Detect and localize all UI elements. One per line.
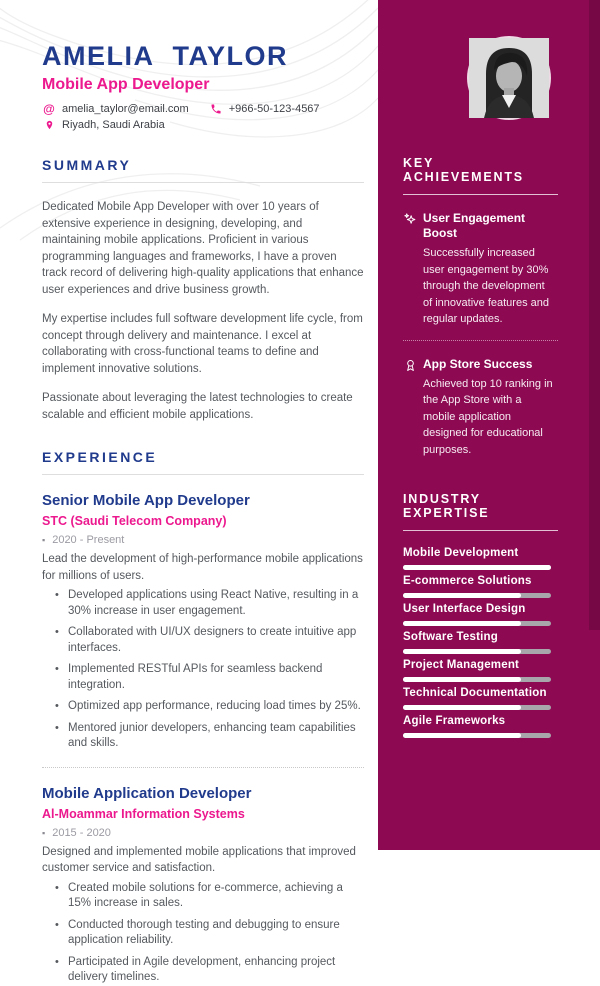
achievements-section: [403, 156, 556, 458]
skill-label: Mobile Development: [403, 547, 519, 559]
phone-icon: [209, 103, 223, 115]
skill-bar-fill: [403, 621, 521, 626]
job-company: Al-Moammar Information Systems: [42, 806, 245, 821]
person-name: AMELIA TAYLOR: [42, 41, 289, 71]
jobs-divider: [42, 767, 364, 768]
skill-bar-fill: [403, 565, 551, 570]
skill-label: E-commerce Solutions: [403, 575, 532, 587]
achievements-list: [403, 211, 556, 458]
contact-phone: [209, 101, 320, 117]
skill-item: [403, 603, 556, 626]
job-company: STC (Saudi Telecom Company): [42, 514, 227, 529]
person-title: Mobile App Developer: [42, 76, 210, 94]
job-bullet: • Mentored junior developers, enhancing team capabilities and skills.: [42, 721, 364, 752]
job-bullet: • Participated in Agile development, enhancing project delivery timelines.: [42, 955, 364, 986]
skill-bar-track: [403, 705, 551, 710]
medal-icon: [403, 357, 423, 459]
skill-bar-track: [403, 649, 551, 654]
skill-label: Technical Documentation: [403, 687, 547, 699]
skill-bar-fill: [403, 593, 521, 598]
profile-photo: [469, 38, 549, 118]
expertise-heading: INDUSTRY EXPERTISE: [403, 492, 490, 520]
job-description: Designed and implemented mobile applications that improved customer service and satisfaction.: [42, 845, 356, 875]
summary-paragraphs: [42, 199, 364, 423]
skill-bar-track: [403, 565, 551, 570]
achievement-title: App Store Success: [423, 356, 533, 371]
contact-email: [42, 101, 189, 117]
summary-divider: [42, 182, 364, 183]
skill-label: Agile Frameworks: [403, 715, 506, 727]
summary-section: [42, 157, 364, 423]
summary-heading: SUMMARY: [42, 157, 132, 174]
achievements-heading-divider: [403, 194, 558, 195]
job-title: Mobile Application Developer: [42, 784, 252, 802]
profile-photo-illustration: [469, 38, 549, 118]
skill-bar-fill: [403, 733, 521, 738]
email-icon: @: [43, 102, 55, 117]
experience-section: [42, 449, 364, 986]
job-bullet: • Implemented RESTful APIs for seamless backend integration.: [42, 662, 364, 693]
achievement-text: Successfully increased user engagement by 30% through the development of innovative features and regular updates.: [423, 247, 549, 325]
achievement-text: Achieved top 10 ranking in the App Store with a mobile application designed for educational purposes.: [423, 377, 553, 456]
job-period-value: 2020 - Present: [52, 534, 125, 547]
achievement-body: [423, 211, 556, 328]
skill-label: User Interface Design: [403, 603, 526, 615]
sidebar-edge-accent: [589, 0, 600, 630]
achievement-title: User Engagement Boost: [423, 211, 526, 240]
summary-paragraph: My expertise includes full software development life cycle, from concept through delivery and maintenance. I excel at collaborating with cross-functional teams to define and implement innovative solutions.: [42, 313, 363, 375]
location-icon: [42, 119, 56, 132]
achievements-separator: [403, 340, 558, 341]
achievements-heading: KEY ACHIEVEMENTS: [403, 156, 524, 184]
skill-bar-track: [403, 677, 551, 682]
skill-item: [403, 687, 556, 710]
job-entry: [42, 492, 364, 752]
skill-bar-fill: [403, 705, 521, 710]
job-bullet: • Conducted thorough testing and debugging to ensure application reliability.: [42, 918, 364, 949]
skill-bar-track: [403, 593, 551, 598]
contact-location: [42, 117, 165, 133]
skill-bar-track: [403, 621, 551, 626]
job-bullet: • Created mobile solutions for e-commerce, achieving a 15% increase in sales.: [42, 881, 364, 912]
skill-bar-fill: [403, 677, 521, 682]
achievement-item: [403, 357, 556, 459]
sparkles-icon: [403, 211, 423, 328]
experience-heading: EXPERIENCE: [42, 449, 158, 466]
contact-info: [42, 101, 364, 133]
skills-list: [403, 547, 556, 738]
job-period-value: 2015 - 2020: [52, 826, 111, 839]
jobs-list: [42, 492, 364, 986]
job-bullets: [42, 588, 364, 752]
job-title: Senior Mobile App Developer: [42, 492, 250, 510]
date-bullet-icon: ▪: [42, 827, 46, 838]
skill-bar-track: [403, 733, 551, 738]
job-period: [42, 827, 364, 839]
expertise-heading-divider: [403, 530, 558, 531]
job-bullets: [42, 881, 364, 986]
email-value: amelia_taylor@email.com: [62, 103, 189, 116]
phone-value: +966-50-123-4567: [228, 103, 320, 116]
experience-divider: [42, 474, 364, 475]
skill-bar-fill: [403, 649, 521, 654]
skill-label: Software Testing: [403, 631, 498, 643]
job-description: Lead the development of high-performance mobile applications for millions of users.: [42, 553, 363, 582]
job-entry: [42, 785, 364, 986]
skill-label: Project Management: [403, 659, 520, 671]
skill-item: [403, 547, 556, 570]
achievement-body: [423, 357, 556, 459]
header-block: [42, 42, 364, 133]
location-value: Riyadh, Saudi Arabia: [62, 119, 165, 132]
date-bullet-icon: ▪: [42, 535, 46, 546]
summary-paragraph: Passionate about leveraging the latest technologies to create scalable and efficient mobile applications.: [42, 392, 353, 421]
summary-paragraph: Dedicated Mobile App Developer with over 10 years of extensive experience in designing, developing, and maintaining mobile applications. Proficient in various programming languages and frameworks, I have a proven track record of delivering high-quality applications that enhance user experiences and drive business growth.: [42, 201, 364, 296]
skill-item: [403, 715, 556, 738]
expertise-section: [403, 492, 556, 738]
job-bullet: • Developed applications using React Native, resulting in a 30% increase in user engagement.: [42, 588, 364, 619]
job-period: [42, 534, 364, 546]
job-bullet: • Collaborated with UI/UX designers to create intuitive app interfaces.: [42, 625, 364, 656]
sidebar: [378, 0, 600, 850]
achievement-item: [403, 211, 556, 328]
skill-item: [403, 631, 556, 654]
skill-item: [403, 575, 556, 598]
job-bullet: • Optimized app performance, reducing load times by 25%.: [42, 699, 364, 715]
skill-item: [403, 659, 556, 682]
